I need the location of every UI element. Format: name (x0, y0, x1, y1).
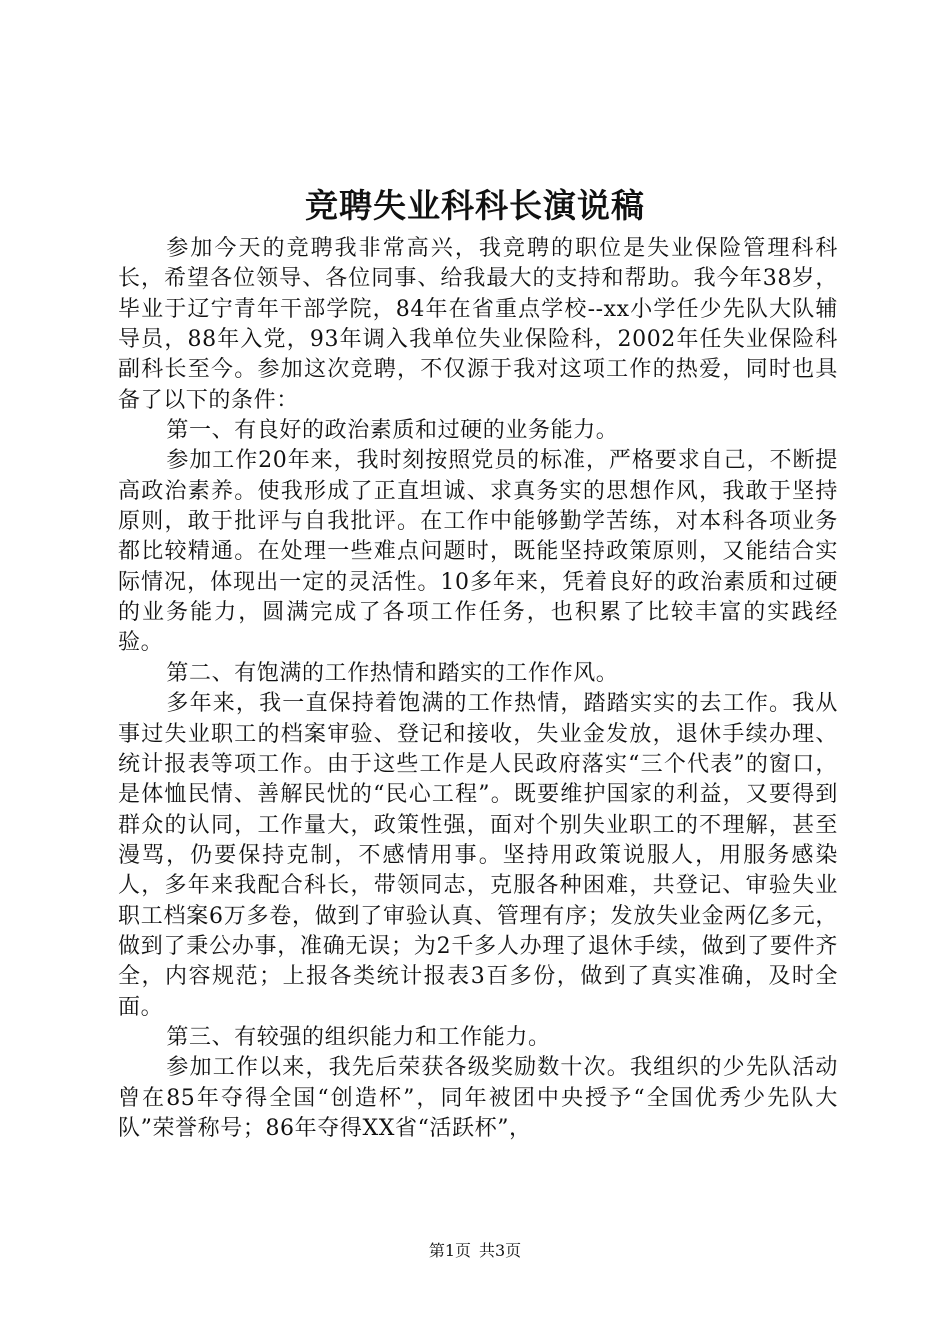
page-footer (0, 1240, 950, 1262)
page-total: 共3页 (479, 1241, 522, 1260)
paragraph-point-three: 参加工作以来，我先后荣获各级奖励数十次。我组织的少先队活动曾在85年夺得全国“创造杯”，同年被团中央授予“全国优秀少先队大队”荣誉称号；86年夺得XX省“活跃杯”， (118, 1055, 838, 1141)
paragraph-point-one: 参加工作20年来，我时刻按照党员的标准，严格要求自己，不断提高政治素养。使我形成了正直坦诚、求真务实的思想作风，我敢于坚持原则，敢于批评与自我批评。在工作中能够勤学苦练，对本科各项业务都比较精通。在处理一些难点问题时，既能坚持政策原则，又能结合实际情况，体现出一定的灵活性。10多年来，凭着良好的政治素质和过硬的业务能力，圆满完成了各项工作任务，也积累了比较丰富的实践经验。 (118, 448, 838, 656)
paragraph-intro: 参加今天的竞聘我非常高兴，我竞聘的职位是失业保险管理科科长，希望各位领导、各位同事、给我最大的支持和帮助。我今年38岁，毕业于辽宁青年干部学院，84年在省重点学校--xx小学任少先队大队辅导员，88年入党，93年调入我单位失业保险科，2002年任失业保险科副科长至今。参加这次竞聘，不仅源于我对这项工作的热爱，同时也具备了以下的条件： (118, 236, 838, 413)
document-title: 竞聘失业科科长演说稿 (305, 186, 645, 225)
paragraph-point-two: 多年来，我一直保持着饱满的工作热情，踏踏实实的去工作。我从事过失业职工的档案审验、登记和接收，失业金发放，退休手续办理、统计报表等项工作。由于这些工作是人民政府落实“三个代表”的窗口，是体恤民情、善解民忧的“民心工程”。既要维护国家的利益，又要得到群众的认同，工作量大，政策性强，面对个别失业职工的不理解，甚至漫骂，仍要保持克制，不感情用事。坚持用政策说服人，用服务感染人，多年来我配合科长，带领同志，克服各种困难，共登记、审验失业职工档案6万多卷，做到了审验认真、管理有序；发放失业金两亿多元，做到了秉公办事，准确无误；为2千多人办理了退休手续，做到了要件齐全，内容规范；上报各类统计报表3百多份，做到了真实准确，及时全面。 (118, 691, 838, 1020)
document-body (118, 234, 838, 1144)
heading-point-two: 第二、有饱满的工作热情和踏实的工作作风。 (166, 660, 619, 686)
heading-point-one: 第一、有良好的政治素质和过硬的业务能力。 (166, 418, 619, 444)
page-number: 第1页 (428, 1241, 471, 1260)
heading-point-three: 第三、有较强的组织能力和工作能力。 (166, 1024, 551, 1050)
